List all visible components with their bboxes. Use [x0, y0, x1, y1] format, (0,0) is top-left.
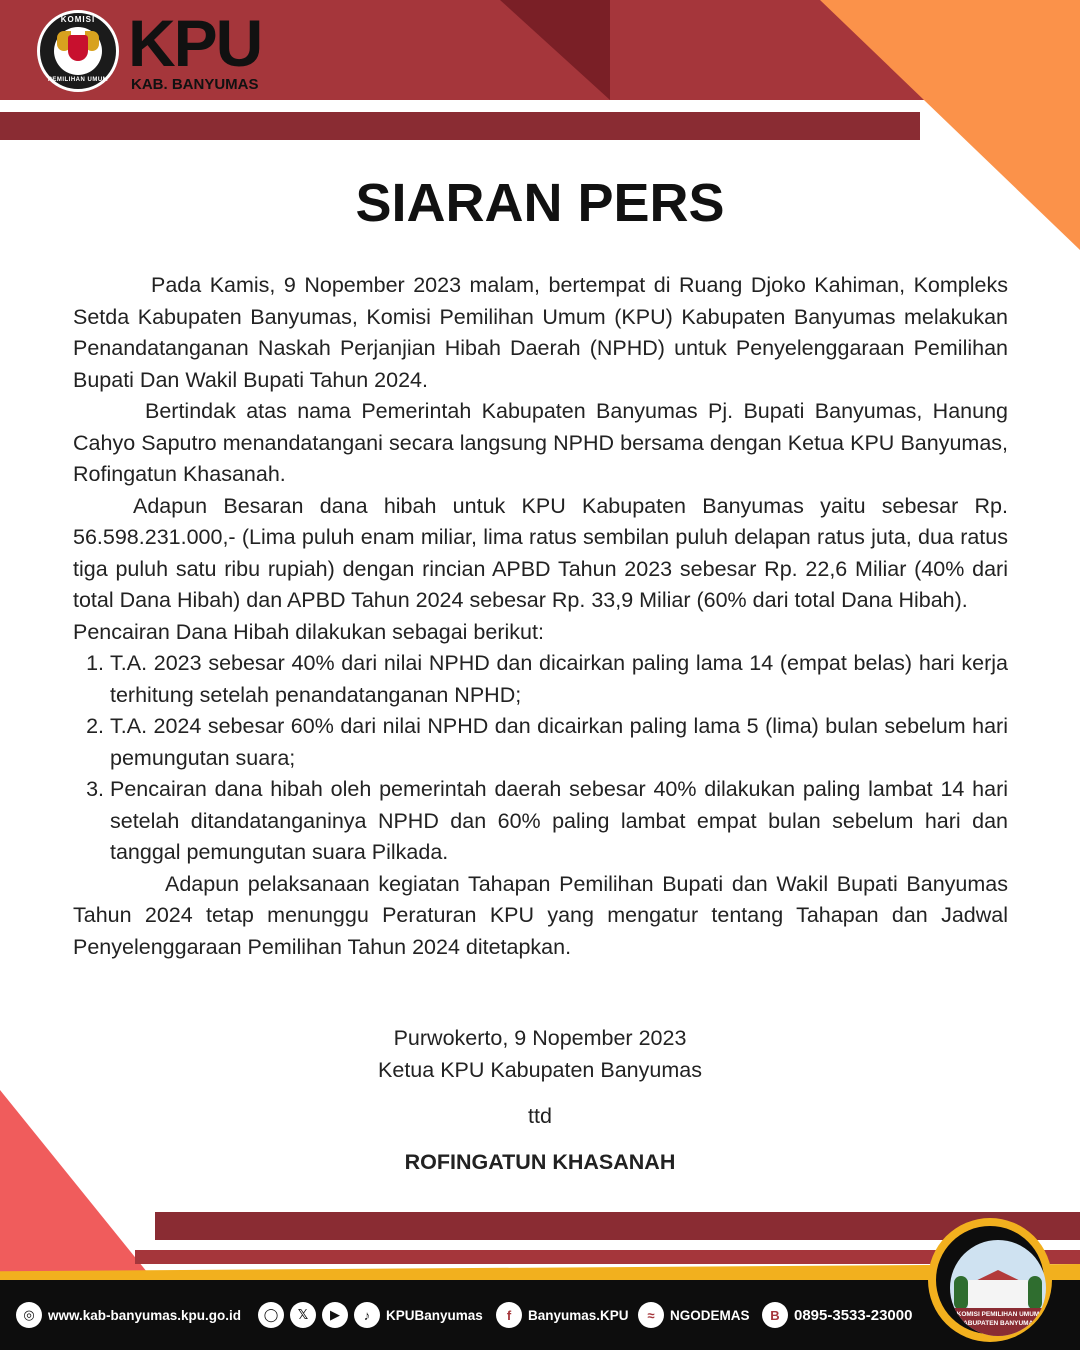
spotify-text: NGODEMAS — [670, 1307, 750, 1323]
paragraph-1: Pada Kamis, 9 Nopember 2023 malam, bertempat di Ruang Djoko Kahiman, Kompleks Setda Kabupaten Banyumas, Komisi Pemilihan Umum (KPU) Kabupaten Banyumas melakukan Penandatanganan Naskah Perjanjian Hibah Daerah (NPHD) untuk Penyelenggaraan Pemilihan Bupati Dan Wakil Bupati Tahun 2024. — [73, 273, 1008, 392]
x-twitter-icon[interactable]: 𝕏 — [290, 1302, 316, 1328]
footer-phone[interactable] — [762, 1300, 912, 1330]
paragraph-3: Adapun Besaran dana hibah untuk KPU Kabupaten Banyumas yaitu sebesar Rp. 56.598.231.000,- (Lima puluh enam miliar, lima ratus sembilan puluh delapan ratus juta, dua ratus tiga puluh satu ribu rupiah) dengan rincian APBD Tahun 2023 sebesar Rp. 22,6 Miliar (40% dari total Dana Hibah) dan APBD Tahun 2024 sebesar Rp. 33,9 Miliar (60% dari total Dana Hibah). — [73, 493, 1008, 612]
paragraph-4: Pencairan Dana Hibah dilakukan sebagai berikut: — [73, 619, 544, 644]
paragraph-5: Adapun pelaksanaan kegiatan Tahapan Pemilihan Bupati dan Wakil Bupati Banyumas Tahun 2024 tetap menunggu Peraturan KPU yang mengatur tentang Tahapan dan Jadwal Penyelenggaraan Pemilihan Tahun 2024 ditetapkan. — [73, 871, 1008, 959]
list-item: 1. T.A. 2023 sebesar 40% dari nilai NPHD dan dicairkan paling lama 14 (empat belas) hari kerja terhitung setelah penandatanganan NPHD; — [110, 648, 1008, 711]
office-sign: KOMISI PEMILIHAN UMUM KABUPATEN BANYUMAS — [950, 1308, 1046, 1336]
social-handle-text: KPUBanyumas — [386, 1307, 483, 1323]
spotify-icon: ≈ — [638, 1302, 664, 1328]
office-photo-badge — [928, 1218, 1052, 1342]
footer-social[interactable] — [258, 1300, 483, 1330]
website-text: www.kab-banyumas.kpu.go.id — [48, 1307, 242, 1323]
footer-website[interactable] — [16, 1300, 241, 1330]
office-building-image — [950, 1240, 1046, 1336]
signature-ttd: ttd — [528, 1104, 552, 1128]
list-item: 2. T.A. 2024 sebesar 60% dari nilai NPHD dan dicairkan paling lama 5 (lima) bulan sebelum hari pemungutan suara; — [110, 711, 1008, 774]
tiktok-icon[interactable]: ♪ — [354, 1302, 380, 1328]
page-title: SIARAN PERS — [355, 173, 725, 233]
footer-divider-bar — [155, 1212, 1080, 1240]
kpu-seal-logo — [37, 10, 119, 92]
globe-icon: ◎ — [16, 1302, 42, 1328]
logo-subtitle: KAB. BANYUMAS — [131, 76, 259, 93]
logo-ring-bottom: PEMILIHAN UMUM — [47, 77, 109, 83]
youtube-icon[interactable]: ▶ — [322, 1302, 348, 1328]
paragraph-2: Bertindak atas nama Pemerintah Kabupaten Banyumas Pj. Bupati Banyumas, Hanung Cahyo Saputro menandatangani secara langsung NPHD bersama dengan Ketua KPU Banyumas, Rofingatun Khasanah. — [73, 399, 1008, 486]
signature-name: ROFINGATUN KHASANAH — [404, 1150, 676, 1174]
logo-ring-top: KOMISI — [60, 15, 96, 24]
phone-text: 0895-3533-23000 — [794, 1306, 913, 1324]
footer-facebook[interactable] — [496, 1300, 629, 1330]
garuda-icon — [54, 27, 102, 75]
whatsapp-business-icon: B — [762, 1302, 788, 1328]
list-item: 3. Pencairan dana hibah oleh pemerintah daerah sebesar 40% dilakukan paling lambat 14 hari setelah ditandatanganinya NPHD dan 60% paling lambat empat bulan sebelum hari dan tanggal pemungutan suara Pilkada. — [110, 774, 1008, 869]
logo-wordmark: KPU — [128, 6, 262, 80]
press-release-body — [73, 270, 1008, 963]
signature-role: Ketua KPU Kabupaten Banyumas — [378, 1058, 702, 1082]
signature-place-date: Purwokerto, 9 Nopember 2023 — [393, 1026, 687, 1050]
facebook-text: Banyumas.KPU — [528, 1307, 629, 1323]
header-divider-bar — [0, 112, 920, 140]
footer-spotify[interactable] — [638, 1300, 750, 1330]
disbursement-list — [73, 648, 1008, 869]
instagram-icon[interactable]: ◯ — [258, 1302, 284, 1328]
facebook-icon: f — [496, 1302, 522, 1328]
